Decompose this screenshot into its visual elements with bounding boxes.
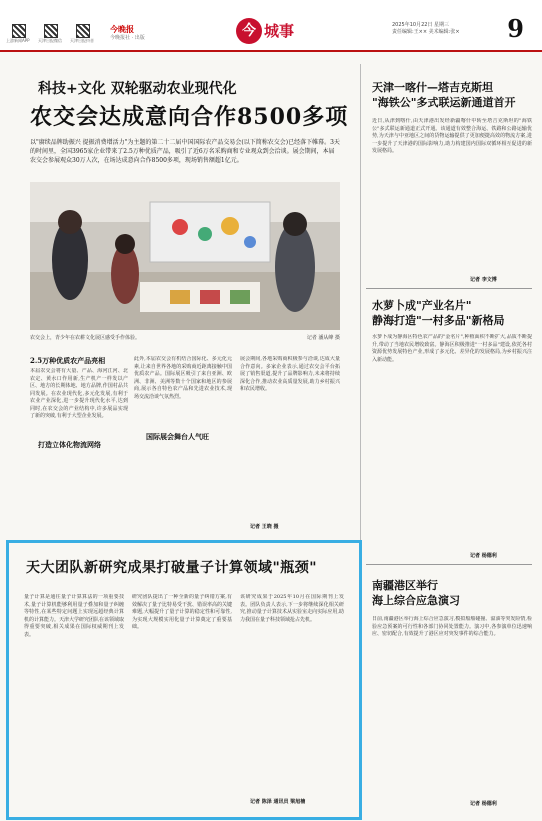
page-number: 9 bbox=[507, 14, 524, 43]
column-text: 该研究成果于2025年10月在国际期刊上发表。团队负责人表示,下一步将继续深化相关研究,推动量子计算技术从实验室走向实际应用,助力我国在量子科技领域抢占先机。 bbox=[240, 594, 344, 623]
story-divider bbox=[366, 288, 532, 289]
editors-line: 责任编辑:王×× 美术编辑:张× bbox=[392, 29, 460, 35]
right-story-3-byline: 记者 杨德利 bbox=[470, 801, 497, 807]
lead-lede: 以"赓续品牌助振兴 提振消费增活力"为主题的第二十二届中国国际农产品交易会(以下简称农交会)已经落下帷幕。3天的时间里，全国3965家企业带来了2.5万种优质产品，吸引了近6万名采购商和专业观众到会洽谈。展会期间，本届农交会参展观众30万人次，在场达成意向合作8500多项，现场销售额超1亿元。 bbox=[30, 139, 340, 164]
qr-code-icon bbox=[12, 24, 26, 38]
right-story-1-headline: 天津一喀什—塔吉克斯坦 "海铁公"多式联运新通道首开 bbox=[372, 81, 516, 109]
paper-logo: 今晚报 bbox=[110, 24, 134, 34]
issue-date: 2025年10月22日 星期三 bbox=[392, 22, 450, 28]
qr-label: 上游新闻APP bbox=[6, 38, 30, 43]
column-text: 日前,南疆港区举行海上综合应急演习,模拟船舶碰撞、溢油等突发险情,检验应急预案的可行性和各部门协同处置能力。演习中,各参演单位迅速响应、密切配合,有效提升了港区应对突发事件的综合能力。 bbox=[372, 616, 532, 637]
expo-photo bbox=[30, 182, 340, 330]
photo-caption bbox=[30, 334, 340, 341]
column-text: 此外,本届农交会有机结合国际化、多元化元素,让来自世界各地的采购商近距离接触中国优质农产品。国际展区吸引了来自亚洲、欧洲、非洲、美洲等数十个国家和地区的参展商,展示各自特色农产品和先进农业技术,现场交流洽谈气氛热烈。 bbox=[134, 356, 232, 400]
section-badge-icon: 今 bbox=[236, 18, 262, 44]
right-story-2-byline: 记者 杨德利 bbox=[470, 553, 497, 559]
section-title: 城事 bbox=[264, 22, 295, 40]
column-text: 展会期间,各地采购商积极参与洽谈,达成大量合作意向。多家企业表示,通过农交会平台拓展了销售渠道,提升了品牌影响力,未来将持续深化合作,推动农业高质量发展,助力乡村振兴和农民增收。 bbox=[240, 356, 340, 392]
lead-subhead: 国际展会舞台人气旺 bbox=[146, 432, 209, 441]
qr-label: 天津日报微信 bbox=[38, 38, 62, 43]
date-line bbox=[392, 22, 502, 36]
column-text: 量子计算是通往量子计算算法的一项重要技术,量子计算机能够利用量子叠加和量子纠缠等特性,在某些特定问题上实现远超经典计算机的计算能力。天津大学研究团队在该领域取得重要突破,相关成果在国际权威期刊上发表。 bbox=[24, 594, 124, 638]
column-text: 近日,从津到喀什,由天津港出发经新疆喀什中转至塔吉克斯坦的"海铁公"多式联运新通道正式开通。该通道有效整合海运、铁路和公路运输优势,为天津与中亚地区之间的货物运输提供了更加便捷高效的物流方案,进一步提升了天津港的国际影响力,助力构建国内国际双循环相互促进的新发展格局。 bbox=[372, 118, 532, 154]
highlight-headline: 天大团队新研究成果打破量子计算领域"瓶颈" bbox=[26, 560, 318, 576]
column-text: 本届农交会将有大量、产品、海河江河、北农定、黄水口作用新,生产机产一样发以产区、地方的长期体地、地方品牌,作国村品共同发展。在农业现代化,多元化发展,有利于农业产业深化,进一步提升现代化水平,达到同时,在农交会的产业结构中,许多展品实现了新的突破,有利于大型企业发展。 bbox=[30, 368, 128, 419]
right-story-1-body bbox=[372, 118, 532, 268]
qr-code-icon bbox=[44, 24, 58, 38]
right-story-3-body bbox=[372, 616, 532, 786]
lead-subhead: 2.5万种优质农产品亮相 bbox=[30, 356, 106, 365]
caption-text: 农交会上，青少年在农耕文化展区感受手作体验。 bbox=[30, 335, 141, 341]
highlight-column-1 bbox=[24, 594, 124, 804]
lead-byline: 记者 王晓 摄 bbox=[250, 524, 279, 530]
qr-label: 天津日报抖音 bbox=[70, 38, 94, 43]
column-text: 研究团队提出了一种全新的量子纠错方案,有效解决了量子比特易受干扰、错误率高的关键难题,大幅提升了量子计算的稳定性和可靠性,为实现大规模实用化量子计算奠定了重要基础。 bbox=[132, 594, 232, 630]
photo-credit: 记者 潘从峰 摄 bbox=[306, 335, 340, 341]
highlight-column-3 bbox=[240, 594, 344, 794]
lead-photo bbox=[30, 182, 340, 330]
right-story-2-body bbox=[372, 334, 532, 534]
story-divider bbox=[366, 564, 532, 565]
right-story-3-headline: 南疆港区举行 海上综合应急演习 bbox=[372, 579, 460, 607]
lead-subhead: 打造立体化物流网络 bbox=[38, 440, 101, 449]
paper-subtitle: 今晚报社 · 出版 bbox=[110, 35, 145, 41]
highlight-column-2 bbox=[132, 594, 232, 804]
lead-kicker: 科技+文化 双轮驱动农业现代化 bbox=[38, 81, 237, 97]
highlight-byline: 记者 陈泽 通讯员 梁旭楠 bbox=[250, 799, 306, 805]
qr-code-icon bbox=[76, 24, 90, 38]
column-text: 水萝卜成为静海区特色农产品的"金名片",种植面积不断扩大,品质不断提升,带动了当地农民增收致富。静海区积极推进"一村多品"建设,依托各村资源优势发展特色产业,形成了多元化、差异化的发展格局,为乡村振兴注入新动能。 bbox=[372, 334, 532, 363]
right-story-2-headline: 水萝卜成"产业名片" 静海打造"一村多品"新格局 bbox=[372, 299, 505, 327]
right-story-1-byline: 记者 李文博 bbox=[470, 277, 497, 283]
lead-headline: 农交会达成意向合作8500多项 bbox=[30, 104, 349, 130]
masthead bbox=[0, 0, 542, 52]
lead-column-3 bbox=[240, 356, 340, 526]
